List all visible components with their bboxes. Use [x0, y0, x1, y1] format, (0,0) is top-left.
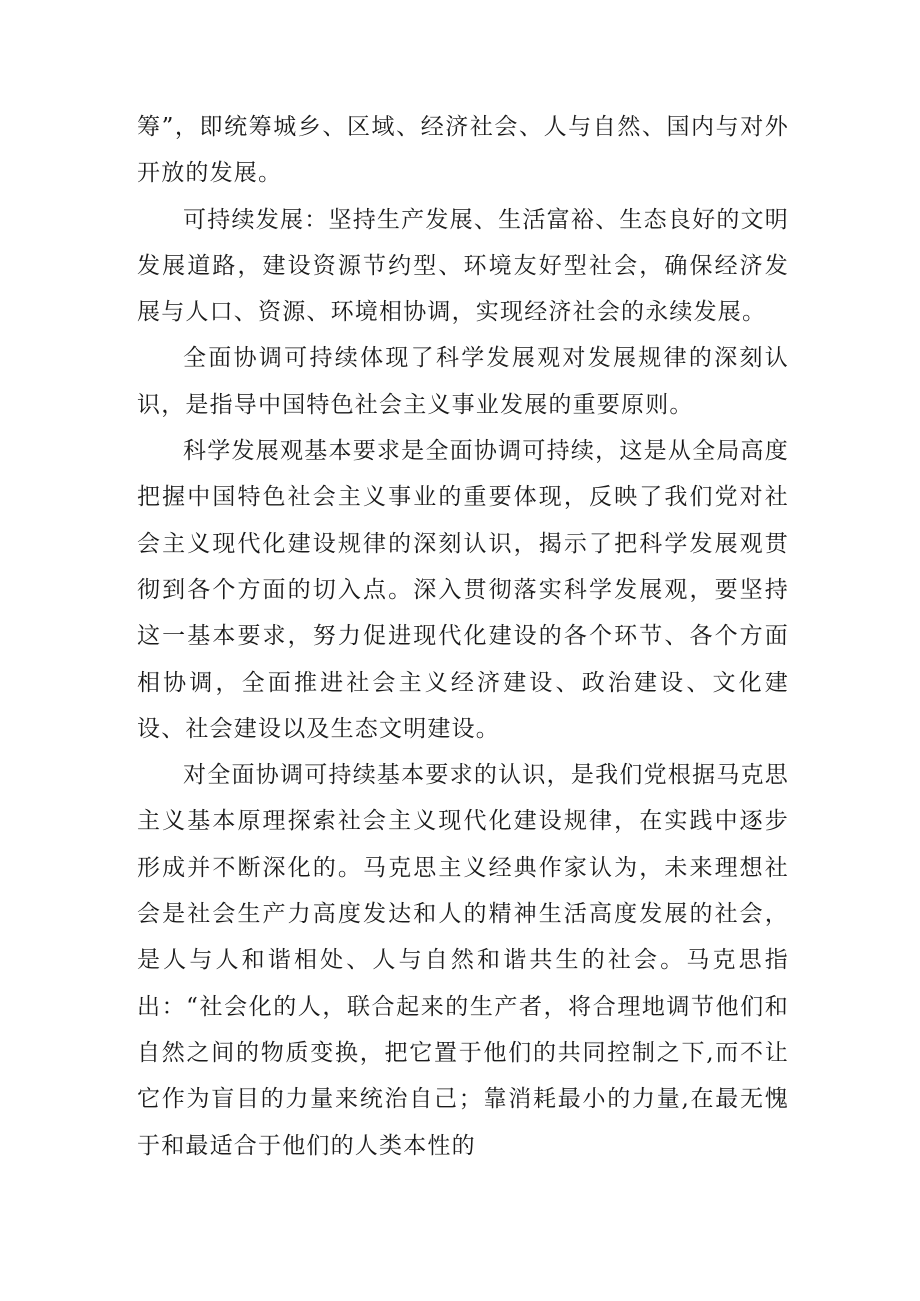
- document-body: [137, 104, 789, 1169]
- paragraph-basic-requirement: 科学发展观基本要求是全面协调可持续，这是从全局高度把握中国特色社会主义事业的重要体现，反映了我们党对社会主义现代化建设规律的深刻认识，揭示了把科学发展观贯彻到各个方面的切入点。深入贯彻落实科学发展观，要坚持这一基本要求，努力促进现代化建设的各个环节、各个方面相协调，全面推进社会主义经济建设、政治建设、文化建设、社会建设以及生态文明建设。: [137, 438, 789, 742]
- paragraph-sustainable-development: 可持续发展：坚持生产发展、生活富裕、生态良好的文明发展道路，建设资源节约型、环境友好型社会，确保经济发展与人口、资源、环境相协调，实现经济社会的永续发展。: [137, 206, 789, 326]
- paragraph-continued-from-previous-page: 筹”，即统筹城乡、区域、经济社会、人与自然、国内与对外开放的发展。: [137, 114, 789, 187]
- paragraph-principle: 全面协调可持续体现了科学发展观对发展规律的深刻认识，是指导中国特色社会主义事业发展的重要原则。: [137, 345, 789, 418]
- paragraph-marxist-view: 对全面协调可持续基本要求的认识，是我们党根据马克思主义基本原理探索社会主义现代化建设规律，在实践中逐步形成并不断深化的。马克思主义经典作家认为，未来理想社会是社会生产力高度发达和人的精神生活高度发展的社会，是人与人和谐相处、人与自然和谐共生的社会。马克思指出：“社会化的人，联合起来的生产者，将合理地调节他们和自然之间的物质变换，把它置于他们的共同控制之下,而不让它作为盲目的力量来统治自己；靠消耗最小的力量,在最无愧于和最适合于他们的人类本性的: [137, 762, 789, 1159]
